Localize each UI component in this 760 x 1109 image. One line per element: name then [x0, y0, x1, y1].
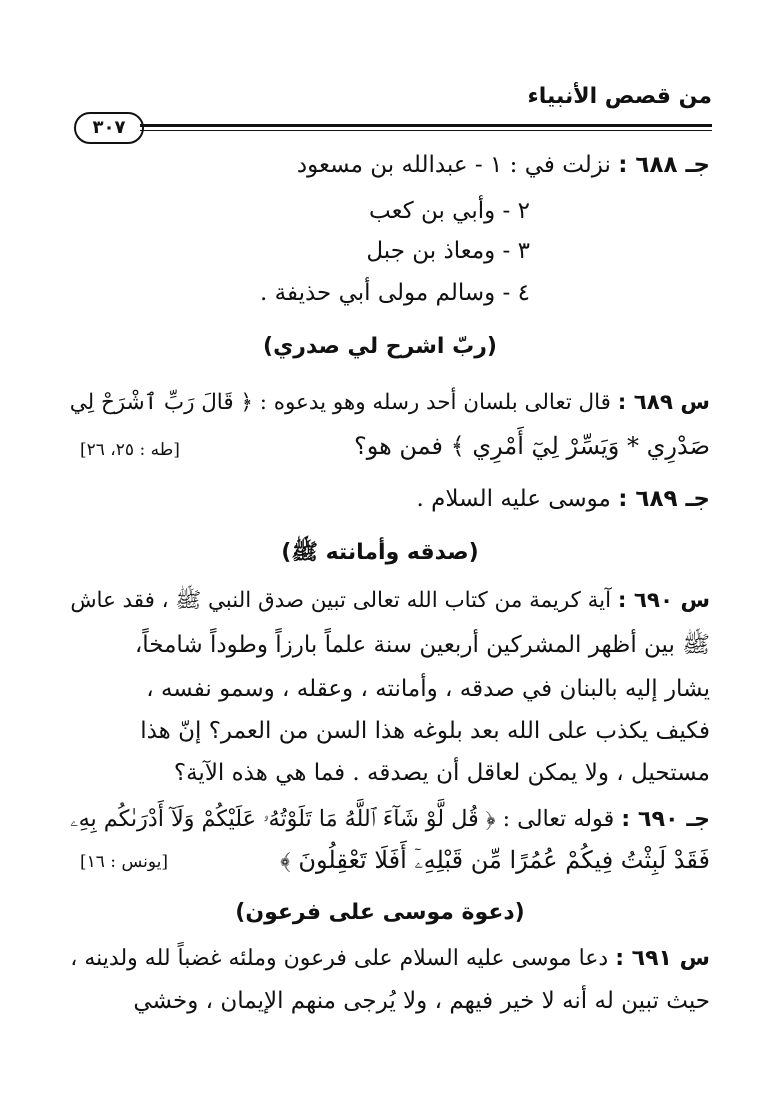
question-690-line-3: يشار إليه بالبنان في صدقه ، وأمانته ، وعقله ، وسمو نفسه ،: [146, 676, 710, 702]
question-690-text-1: آية كريمة من كتاب الله تعالى تبين صدق النبي ﷺ ، فقد عاش: [70, 588, 612, 613]
answer-689-text: موسى عليه السلام .: [416, 486, 611, 512]
answer-690-line-1: [70, 806, 710, 833]
answer-688-line-3: ٣ - ومعاذ بن جبل: [366, 238, 530, 264]
running-head-title: من قصص الأنبياء: [527, 84, 712, 109]
question-690-label: س ٦٩٠ :: [617, 588, 710, 613]
question-689-text-1: قال تعالى بلسان أحد رسله وهو يدعوه : ﴿ قَالَ رَبِّ ٱشْرَحْ لِي: [69, 390, 611, 415]
question-690-line-1: [70, 588, 710, 614]
answer-688-line-2: ٢ - وأبي بن كعب: [369, 198, 530, 224]
question-690-line-2: ﷺ بين أظهر المشركين أربعين سنة علماً بارزاً وطوداً شامخاً،: [134, 632, 710, 658]
answer-688-text-1: نزلت في : ١ - عبدالله بن مسعود: [296, 152, 611, 178]
section-heading-3: (دعوة موسى على فرعون): [235, 900, 525, 925]
answer-689-label: جـ ٦٨٩ :: [618, 486, 710, 512]
answer-688-line-1: [297, 152, 710, 180]
question-689-line-1: [70, 390, 710, 416]
question-689-line-2: صَدْرِي * وَيَسِّرْ لِيٓ أَمْرِي ﴾ فمن هو؟: [353, 432, 710, 460]
question-689-label: س ٦٨٩ :: [617, 390, 710, 415]
question-691-label: س ٦٩١ :: [615, 946, 710, 971]
question-691-line-2: حيث تبين له أنه لا خير فيهم ، ولا يُرجى منهم الإيمان ، وخشي: [133, 988, 710, 1014]
answer-690-text-1: قوله تعالى : ﴿ قُل لَّوْ شَآءَ ٱللَّهُ مَا تَلَوْتُهُۥ عَلَيْكُمْ وَلَآ أَدْرَىٰكُم بِهِۦ: [70, 806, 615, 832]
header-rule: [140, 124, 712, 131]
answer-690-label: جـ ٦٩٠ :: [621, 806, 710, 832]
question-691-line-1: [70, 946, 710, 972]
answer-689-line: [417, 486, 711, 514]
answer-690-line-2: فَقَدْ لَبِثْتُ فِيكُمْ عُمُرًا مِّن قَبْلِهِۦٓ أَفَلَا تَعْقِلُونَ ﴾: [280, 846, 710, 874]
page-number: ٣٠٧: [74, 112, 144, 144]
answer-690-ref: [يونس : ١٦]: [80, 852, 168, 872]
question-690-line-5: مستحيل ، ولا يمكن لعاقل أن يصدقه . فما هي هذه الآية؟: [173, 760, 710, 786]
section-heading-2: (صدقه وأمانته ﷺ): [281, 540, 479, 565]
answer-688-line-4: ٤ - وسالم مولى أبي حذيفة .: [259, 280, 530, 306]
answer-688-label: جـ ٦٨٨ :: [618, 152, 710, 178]
question-691-text-1: دعا موسى عليه السلام على فرعون وملئه غضباً لله ولدينه ،: [70, 946, 609, 971]
question-689-ref: [طه : ٢٥، ٢٦]: [80, 440, 180, 460]
question-690-line-4: فكيف يكذب على الله بعد بلوغه هذا السن من العمر؟ إنّ هذا: [140, 718, 710, 744]
section-heading-1: (ربّ اشرح لي صدري): [263, 334, 497, 359]
